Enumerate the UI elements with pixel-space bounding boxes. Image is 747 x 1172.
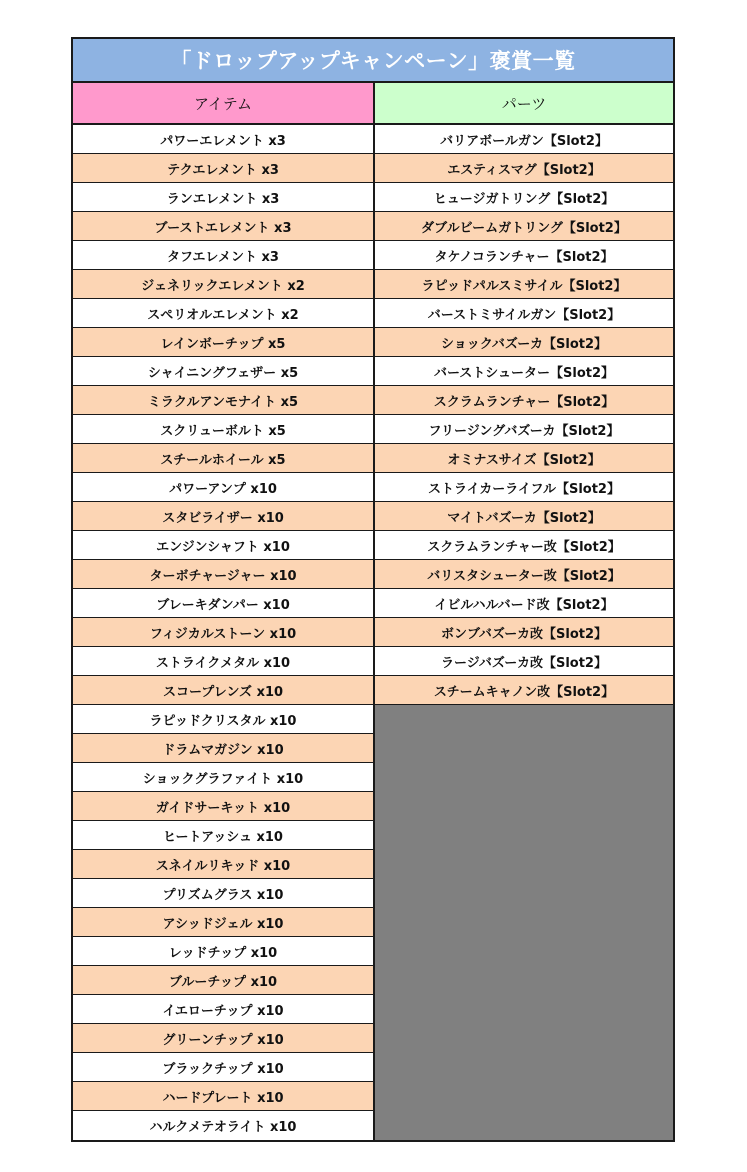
table-body <box>73 125 673 1140</box>
part-row: ダブルビームガトリング【Slot2】 <box>375 212 673 241</box>
item-row: ヒートアッシュ x10 <box>73 821 373 850</box>
item-row: ミラクルアンモナイト x5 <box>73 386 373 415</box>
item-row: ストライクメタル x10 <box>73 647 373 676</box>
item-row: プリズムグラス x10 <box>73 879 373 908</box>
part-row: タケノコランチャー【Slot2】 <box>375 241 673 270</box>
item-row: スペリオルエレメント x2 <box>73 299 373 328</box>
part-row: ストライカーライフル【Slot2】 <box>375 473 673 502</box>
part-row: マイトバズーカ【Slot2】 <box>375 502 673 531</box>
item-row: シャイニングフェザー x5 <box>73 357 373 386</box>
part-row: スチームキャノン改【Slot2】 <box>375 676 673 705</box>
item-row: ハードプレート x10 <box>73 1082 373 1111</box>
part-row: オミナスサイズ【Slot2】 <box>375 444 673 473</box>
item-row: ガイドサーキット x10 <box>73 792 373 821</box>
items-column <box>73 125 375 1140</box>
part-row: エスティスマグ【Slot2】 <box>375 154 673 183</box>
item-row: スチールホイール x5 <box>73 444 373 473</box>
parts-rows <box>375 125 673 705</box>
item-row: エンジンシャフト x10 <box>73 531 373 560</box>
item-row: タフエレメント x3 <box>73 241 373 270</box>
part-row: スクラムランチャー【Slot2】 <box>375 386 673 415</box>
reward-table <box>71 37 675 1142</box>
part-row: ラージバズーカ改【Slot2】 <box>375 647 673 676</box>
item-row: ドラムマガジン x10 <box>73 734 373 763</box>
item-row: イエローチップ x10 <box>73 995 373 1024</box>
part-row: バーストミサイルガン【Slot2】 <box>375 299 673 328</box>
part-row: ショックバズーカ【Slot2】 <box>375 328 673 357</box>
header-items: アイテム <box>73 83 375 123</box>
table-title: 「ドロップアップキャンペーン」褒賞一覧 <box>73 39 673 83</box>
part-row: ヒュージガトリング【Slot2】 <box>375 183 673 212</box>
part-row: バリアボールガン【Slot2】 <box>375 125 673 154</box>
item-row: ブレーキダンパー x10 <box>73 589 373 618</box>
item-row: グリーンチップ x10 <box>73 1024 373 1053</box>
part-row: バリスタシューター改【Slot2】 <box>375 560 673 589</box>
item-row: フィジカルストーン x10 <box>73 618 373 647</box>
item-row: パワーエレメント x3 <box>73 125 373 154</box>
header-parts: パーツ <box>375 83 673 123</box>
part-row: フリージングバズーカ【Slot2】 <box>375 415 673 444</box>
item-row: ジェネリックエレメント x2 <box>73 270 373 299</box>
part-row: バーストシューター【Slot2】 <box>375 357 673 386</box>
item-row: レッドチップ x10 <box>73 937 373 966</box>
item-row: ラピッドクリスタル x10 <box>73 705 373 734</box>
item-row: アシッドジェル x10 <box>73 908 373 937</box>
item-row: ターボチャージャー x10 <box>73 560 373 589</box>
item-row: スタビライザー x10 <box>73 502 373 531</box>
item-row: ブルーチップ x10 <box>73 966 373 995</box>
item-row: テクエレメント x3 <box>73 154 373 183</box>
item-row: スコープレンズ x10 <box>73 676 373 705</box>
item-row: スクリューボルト x5 <box>73 415 373 444</box>
parts-column <box>375 125 673 1140</box>
part-row: イビルハルバード改【Slot2】 <box>375 589 673 618</box>
part-row: ボンブバズーカ改【Slot2】 <box>375 618 673 647</box>
item-row: パワーアンプ x10 <box>73 473 373 502</box>
item-row: ショックグラファイト x10 <box>73 763 373 792</box>
item-row: ランエレメント x3 <box>73 183 373 212</box>
item-row: スネイルリキッド x10 <box>73 850 373 879</box>
item-row: レインボーチップ x5 <box>73 328 373 357</box>
item-row: ハルクメテオライト x10 <box>149 1120 297 1135</box>
item-row: ブラックチップ x10 <box>73 1053 373 1082</box>
part-row: ラピッドパルスミサイル【Slot2】 <box>375 270 673 299</box>
table-header-row <box>73 83 673 125</box>
item-row: ブーストエレメント x3 <box>73 212 373 241</box>
part-row: スクラムランチャー改【Slot2】 <box>375 531 673 560</box>
